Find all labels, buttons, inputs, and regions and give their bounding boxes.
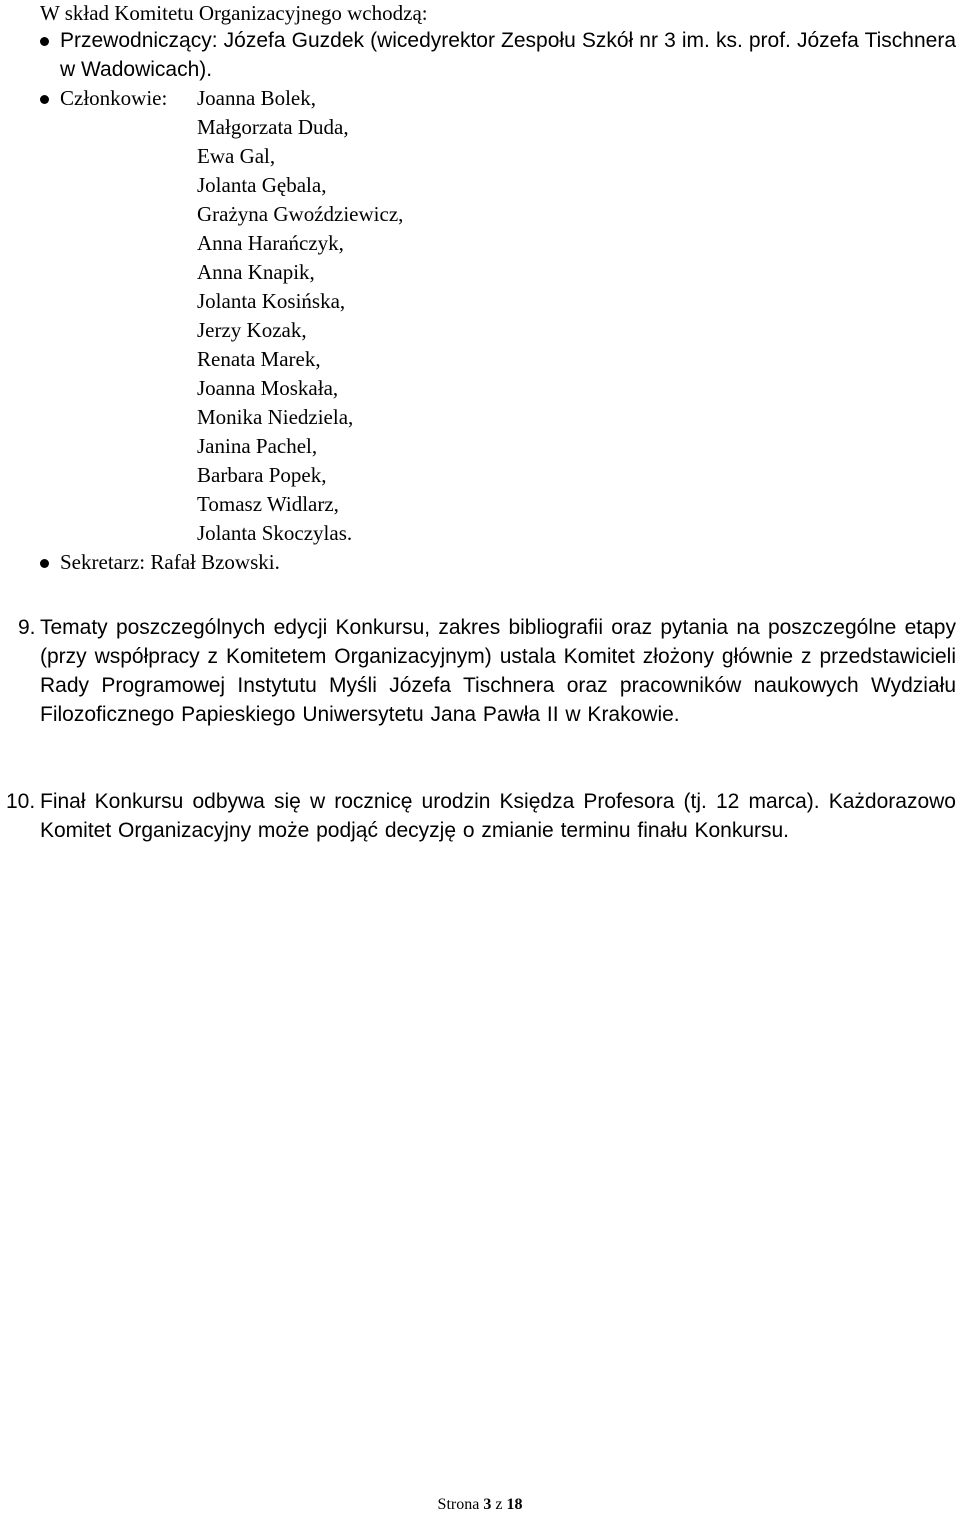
point-number: 10. [6,790,36,813]
footer-current-page: 3 [483,1496,492,1513]
footer-separator: z [495,1496,503,1513]
member-list [60,113,956,548]
member-name: Tomasz Widlarz, [197,492,339,516]
secretary-text: Sekretarz: Rafał Bzowski. [60,550,280,574]
member-name: Jolanta Kosińska, [197,289,346,313]
bullet-icon [40,37,49,46]
member-name: Małgorzata Duda, [197,115,349,139]
member-name: Monika Niedziela, [197,405,354,429]
intro-heading: W skład Komitetu Organizacyjnego wchodzą: [40,1,428,25]
member-name: Joanna Bolek, [197,86,316,110]
chair-text: Przewodniczący: Józefa Guzdek (wicedyrektor Zespołu Szkół nr 3 im. ks. prof. Józefa Tischnera w Wadowicach). [60,29,956,81]
member-name: Grażyna Gwoździewicz, [197,202,404,226]
point-number: 9. [18,616,36,639]
chair-item [40,26,956,84]
member-name: Anna Harańczyk, [197,231,344,255]
point-9 [0,613,956,729]
member-name: Jerzy Kozak, [197,318,307,342]
member-name: Barbara Popek, [197,463,327,487]
member-name: Jolanta Gębala, [197,173,327,197]
member-name: Anna Knapik, [197,260,315,284]
page-footer [0,1495,960,1515]
members-label: Członkowie: [60,86,168,110]
member-name: Renata Marek, [197,347,321,371]
point-10 [0,787,956,845]
point-text: Finał Konkursu odbywa się w rocznicę urodzin Księdza Profesora (tj. 12 marca). Każdorazowo Komitet Organizacyjny może podjąć decyzję o zmianie terminu finału Konkursu. [40,790,956,842]
footer-prefix: Strona [437,1496,480,1513]
members-item [40,84,956,548]
member-name: Ewa Gal, [197,144,276,168]
members-first-line [60,84,956,113]
footer-total-pages: 18 [506,1496,523,1513]
bullet-icon [40,559,49,568]
bullet-icon [40,95,49,104]
member-name: Janina Pachel, [197,434,318,458]
point-text: Tematy poszczególnych edycji Konkursu, zakres bibliografii oraz pytania na poszczególne etapy (przy współpracy z Komitetem Organizacyjnym) ustala Komitet złożony głównie z przedstawicieli Rady Programowej Instytutu Myśli Józefa Tischnera oraz pracowników naukowych Wydziału Filozoficznego Papieskiego Uniwersytetu Jana Pawła II w Krakowie. [40,616,956,726]
member-name: Jolanta Skoczylas. [197,521,353,545]
member-name: Joanna Moskała, [197,376,339,400]
secretary-item [40,548,956,577]
committee-list [40,26,956,577]
